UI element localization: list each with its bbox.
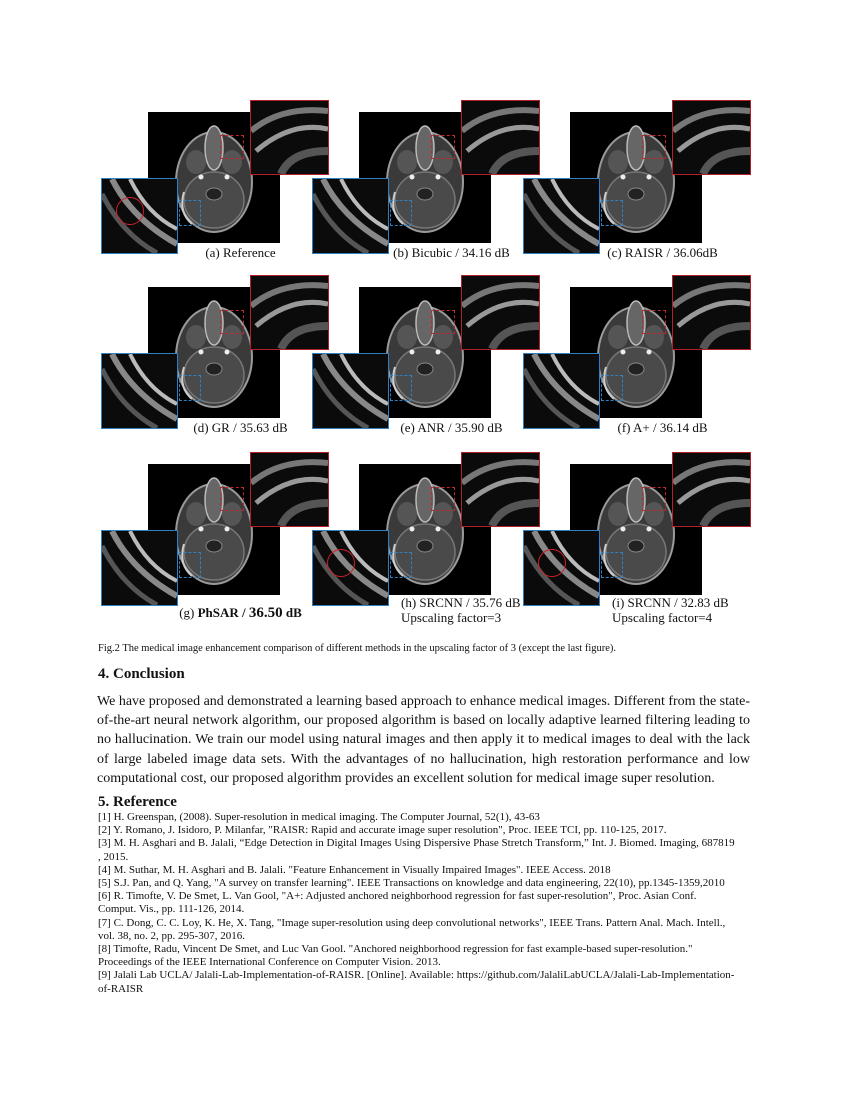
red-roi-box <box>220 487 244 511</box>
panel-caption: (c) RAISR / 36.06dB <box>607 245 718 260</box>
panel-caption-line: (i) SRCNN / 32.83 dB <box>612 595 729 610</box>
blue-roi-box <box>390 552 412 578</box>
panel-caption <box>612 595 729 625</box>
panel-caption-line: Upscaling factor=4 <box>612 610 713 625</box>
blue-zoom-inset <box>523 353 600 429</box>
reference-line: of-RAISR <box>98 982 144 995</box>
conclusion-line: computational cost, our proposed algorithm provides an excellent solution for medical image super resolution. <box>97 770 715 786</box>
panel-caption: (f) A+ / 36.14 dB <box>617 420 708 435</box>
reference-line: [6] R. Timofte, V. De Smet, L. Van Gool, "A+: Adjusted anchored neighborhood regression for fast super-resolution", Proc. Asian Conf. <box>98 890 697 903</box>
blue-roi-box <box>179 375 201 401</box>
highlight-circle <box>116 197 144 225</box>
blue-zoom-inset <box>523 530 600 606</box>
red-zoom-inset <box>672 275 751 350</box>
red-zoom-inset <box>672 100 751 175</box>
reference-heading: 5. Reference <box>98 794 177 810</box>
red-roi-box <box>642 135 666 159</box>
caption-method: PhSAR / <box>197 605 249 620</box>
figure-panel-b <box>306 95 546 285</box>
blue-roi-box <box>390 200 412 226</box>
reference-line: , 2015. <box>98 850 129 863</box>
reference-line: [9] Jalali Lab UCLA/ Jalali-Lab-Implementation-of-RAISR. [Online]. Available: https://github.com/JalaliLabUCLA/Jalali-Lab-Implementation- <box>98 969 735 982</box>
conclusion-line: no hallucination. We train our model using natural images and then apply it to medical images to deal with the lack <box>97 732 750 748</box>
caption-unit: dB <box>282 605 302 620</box>
blue-zoom-inset <box>312 530 389 606</box>
figure-caption: Fig.2 The medical image enhancement comparison of different methods in the upscaling factor of 3 (except the last figure). <box>98 643 617 654</box>
figure-panel-e <box>306 270 546 460</box>
conclusion-line: of large labeled image data sets. With the advantages of no hallucination, high restoration performance and low <box>97 751 750 767</box>
panel-caption-line: (h) SRCNN / 35.76 dB <box>401 595 521 610</box>
blue-roi-box <box>179 200 201 226</box>
blue-roi-box <box>179 552 201 578</box>
figure-panel-a <box>95 95 335 285</box>
reference-line: [8] Timofte, Radu, Vincent De Smet, and Luc Van Gool. "Anchored neighborhood regression for fast example-based super-resolution." <box>98 943 693 956</box>
conclusion-line: We have proposed and demonstrated a learning based approach to enhance medical images. Different from the state- <box>97 694 750 709</box>
highlight-circle <box>538 549 566 577</box>
blue-zoom-inset <box>101 530 178 606</box>
figure-panel-i <box>517 447 757 637</box>
reference-line: [7] C. Dong, C. C. Loy, K. He, X. Tang, "Image super-resolution using deep convolutional networks", IEEE Trans. Pattern Anal. Mach. Intell., <box>98 916 726 929</box>
reference-line: [5] S.J. Pan, and Q. Yang, "A survey on transfer learning". IEEE Transactions on knowledge and data engineering, 22(10), pp.1345-1359,2010 <box>98 877 725 890</box>
red-roi-box <box>220 135 244 159</box>
reference-line: [2] Y. Romano, J. Isidoro, P. Milanfar, "RAISR: Rapid and accurate image super resolution", Proc. IEEE TCI, pp. 110-125, 2017. <box>98 824 667 837</box>
figure-panel-g <box>95 447 335 637</box>
panel-caption-line: Upscaling factor=3 <box>401 610 502 625</box>
reference-line: [4] M. Suthar, M. H. Asghari and B. Jalali. "Feature Enhancement in Visually Impaired Images". IEEE Access. 2018 <box>98 863 611 876</box>
highlight-circle <box>327 549 355 577</box>
blue-zoom-inset <box>523 178 600 254</box>
panel-caption: (e) ANR / 35.90 dB <box>400 420 503 435</box>
panel-caption: (b) Bicubic / 34.16 dB <box>393 245 510 260</box>
red-zoom-inset <box>672 452 751 527</box>
reference-line: Comput. Vis., pp. 111-126, 2014. <box>98 903 245 916</box>
conclusion-line: of-the-art neural network algorithm, our proposed algorithm is based on locally adaptive learned filtering leading to <box>97 713 750 729</box>
blue-zoom-inset <box>312 353 389 429</box>
blue-zoom-inset <box>101 178 178 254</box>
figure-panel-h <box>306 447 546 637</box>
panel-caption <box>401 595 521 625</box>
red-roi-box <box>642 310 666 334</box>
reference-line: [1] H. Greenspan, (2008). Super-resolution in medical imaging. The Computer Journal, 52(1), 43-63 <box>98 811 540 823</box>
red-roi-box <box>642 487 666 511</box>
blue-roi-box <box>601 375 623 401</box>
reference-line: vol. 38, no. 2, pp. 295-307, 2016. <box>98 929 245 942</box>
red-roi-box <box>431 135 455 159</box>
red-roi-box <box>431 487 455 511</box>
caption-score: 36.50 <box>248 605 283 621</box>
figure-panel-c <box>517 95 757 285</box>
panel-caption: (a) Reference <box>205 245 276 260</box>
figure-panel-f <box>517 270 757 460</box>
blue-zoom-inset <box>312 178 389 254</box>
blue-zoom-inset <box>101 353 178 429</box>
figure-panel-d <box>95 270 335 460</box>
red-roi-box <box>431 310 455 334</box>
blue-roi-box <box>601 200 623 226</box>
conclusion-heading: 4. Conclusion <box>98 666 185 682</box>
conclusion-paragraph <box>97 692 750 788</box>
reference-list <box>98 811 758 996</box>
blue-roi-box <box>601 552 623 578</box>
panel-caption: (d) GR / 35.63 dB <box>193 420 288 435</box>
blue-roi-box <box>390 375 412 401</box>
reference-line: Proceedings of the IEEE International Conference on Computer Vision. 2013. <box>98 956 441 969</box>
caption-prefix: (g) <box>179 605 198 620</box>
red-roi-box <box>220 310 244 334</box>
reference-line: [3] M. H. Asghari and B. Jalali, “Edge Detection in Digital Images Using Dispersive Phase Stretch Transform,” Int. J. Biomed. Imaging, 687819 <box>98 837 735 850</box>
